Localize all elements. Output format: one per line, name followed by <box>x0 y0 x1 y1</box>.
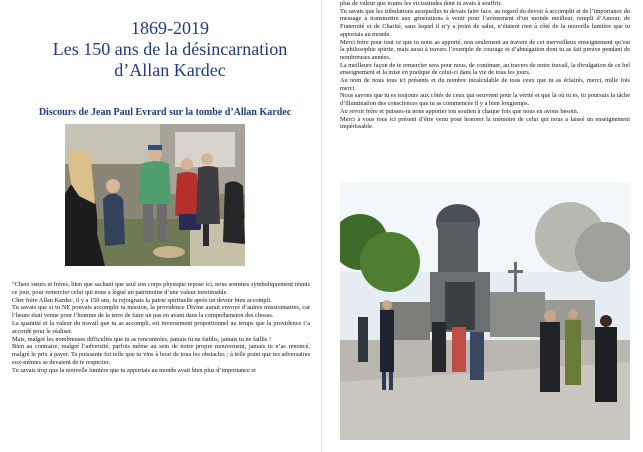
paragraph: Mais, malgré les nombreuses difficultés que tu as rencontrées, jamais tu ne faiblis, jamais tu ne faillis ! <box>12 335 272 343</box>
cemetery-photo <box>340 182 630 440</box>
speech-text-left <box>12 281 310 375</box>
title-line-2: Les 150 ans de la désincarnation <box>52 39 288 59</box>
paragraph: Cher frère Allan Kardec, il y a 150 ans, tu rejoignais la patrie spirituelle après un devoir bien accompli. <box>12 296 272 304</box>
paragraph: Tu savais que si tu NE pouvais accomplir ta mission, la providence Divine aurait envoyé d’autres missionnaires, car l’heure était venue pour l’homme de la terre de faire un pas en avant dans la compréhension des choses. <box>12 304 310 320</box>
paragraph: La meilleure façon de te remercier sera pour nous, de continuer, au travers de notre travail, la divulgation de ce bel enseignement et la mise en pratique de celui-ci dans la vie de tous les jours. <box>340 61 630 77</box>
paragraph: La quantité et la valeur du travail que tu as accompli, est inversement proportionnel au temps que la providence t’a accordé pour le réaliser. <box>12 319 310 335</box>
left-page <box>0 0 321 452</box>
title-line-3: d’Allan Kardec <box>114 60 226 80</box>
paragraph: Au revoir frère et puisses-tu nous apporter ton soutien à chaque fois que nous en avons besoin. <box>340 107 579 115</box>
paragraph: “Chers sœurs et frères, bien que sachant que seul son corps physique repose ici, nous sommes symboliquement réunis ce jour, pour remercier celui qui nous a légué un patrimoine d’une valeur inestimable. <box>12 281 310 296</box>
paragraph: Tu savais que les tribulations auxquelles tu devais faire face, au regard du devoir à accomplir et de l’importance du message à transmettre aux générations à venir pour l’avènement d’un monde meilleur, rempli d’Amour, de Fraternité et de Charité, sans lequel il n’y a point de salut, n’étaient rien à côté de la nouvelle lumière que tu apportais au monde. <box>340 7 630 38</box>
paragraph: Merci à vous tous ici présent d’être venu pour honorer la mémoire de celui qui nous a laissé un enseignement impérissable. <box>340 115 630 131</box>
paragraph: Tu savais trop que la nouvelle lumière que tu apportais au monde avait bien plus d’importance et <box>12 366 256 374</box>
paragraph: Au nom de nous tous ici présents et du nombre incalculable de tous ceux que tu as éclairés, merci, mille fois merci. <box>340 77 630 92</box>
paragraph: Bien au contraire, malgré l’adversité, parfois même au sein de notre propre mouvement, jamais tu n’as renoncé, malgré le prix à payer. Ta puissante foi telle que tu vins à bout de tous les obstacles ; à telle point que tes adversaires eux-mêmes se devaient de te respecter. <box>12 343 310 366</box>
paragraph: Merci frère pour tout ce que tu nous as apporté, non seulement au travers de cet merveilleux enseignement qu’est la philosophie spirite, mais aussi à travers l’exemple de courage et d’abnégation dont tu as fait preuve pendant de nombreuses années. <box>340 38 630 61</box>
paragraph: Nous savons que tu es toujours aux côtés de ceux qui oeuvrent pour la vérité et que là où tu es, tu poursuis la tâche d’illumination des consciences que tu as commencée il y a bien longtemps. <box>340 92 630 108</box>
right-page <box>322 0 643 452</box>
page-title <box>40 18 300 81</box>
paragraph: plus de valeur que toutes les vicissitudes dont tu avais à souffrir. <box>340 0 502 7</box>
title-line-1: 1869-2019 <box>131 18 209 38</box>
speech-text-right <box>340 0 630 131</box>
speech-subtitle: Discours de Jean Paul Evrard sur la tombe d’Allan Kardec <box>38 107 292 118</box>
group-photo <box>65 124 245 266</box>
